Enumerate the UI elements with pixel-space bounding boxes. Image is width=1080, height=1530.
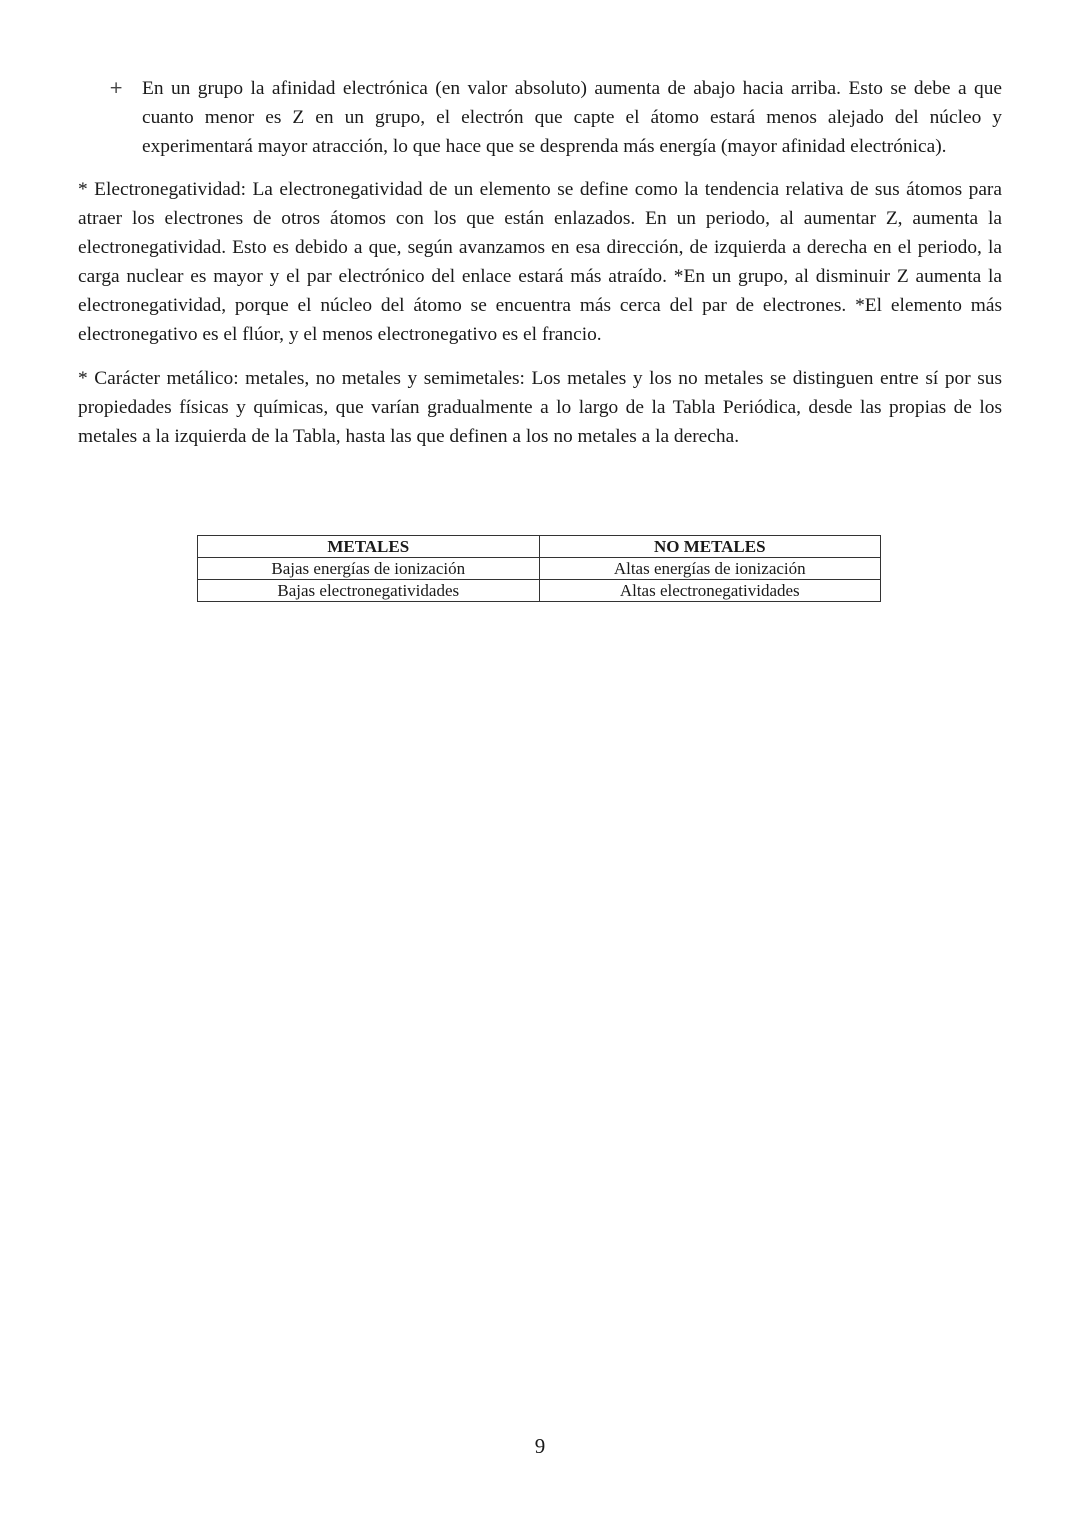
header-metales: METALES (198, 536, 540, 558)
table-cell: Bajas electronegatividades (198, 580, 540, 602)
table-cell: Bajas energías de ionización (198, 558, 540, 580)
table-cell: Altas electronegatividades (539, 580, 881, 602)
metallic-character-paragraph: * Carácter metálico: metales, no metales y semimetales: Los metales y los no metales se distinguen entre sí por sus propiedades físicas y químicas, que varían gradualmente a lo largo de la Tabla Periódica, desde las propias de los metales a la izquierda de la Tabla, hasta las que definen a los no metales a la derecha. (78, 368, 1002, 447)
table-header-row (198, 536, 881, 558)
bullet-text: En un grupo la afinidad electrónica (en valor absoluto) aumenta de abajo hacia arriba. Esto se debe a que cuanto menor es Z en un grupo, el electrón que capte el átomo estará menos alejado del núcleo y experimentará mayor atracción, lo que hace que se desprenda más energía (mayor afinidad electrónica). (142, 78, 1002, 157)
electronegativity-paragraph: * Electronegatividad: La electronegatividad de un elemento se define como la tendencia relativa de sus átomos para atraer los electrones de otros átomos con los que están enlazados. En un periodo, al aumentar Z, aumenta la electronegatividad. Esto es debido a que, según avanzamos en esa dirección, de izquierda a derecha en el periodo, la carga nuclear es mayor y el par electrónico del enlace estará más atraído. *En un grupo, al disminuir Z aumenta la electronegatividad, porque el núcleo del átomo se encuentra más cerca del par de electrones. *El elemento más electronegativo es el flúor, y el menos electronegativo es el francio. (78, 179, 1002, 345)
header-no-metales: NO METALES (539, 536, 881, 558)
page-number: 9 (534, 1434, 546, 1458)
table-row (198, 558, 881, 580)
bullet-item (78, 74, 1002, 161)
bullet-marker: + (109, 78, 124, 98)
metals-comparison-table (197, 535, 881, 602)
table-row (198, 580, 881, 602)
table-cell: Altas energías de ionización (539, 558, 881, 580)
document-body (78, 74, 1002, 466)
comparison-table-container (197, 535, 881, 602)
